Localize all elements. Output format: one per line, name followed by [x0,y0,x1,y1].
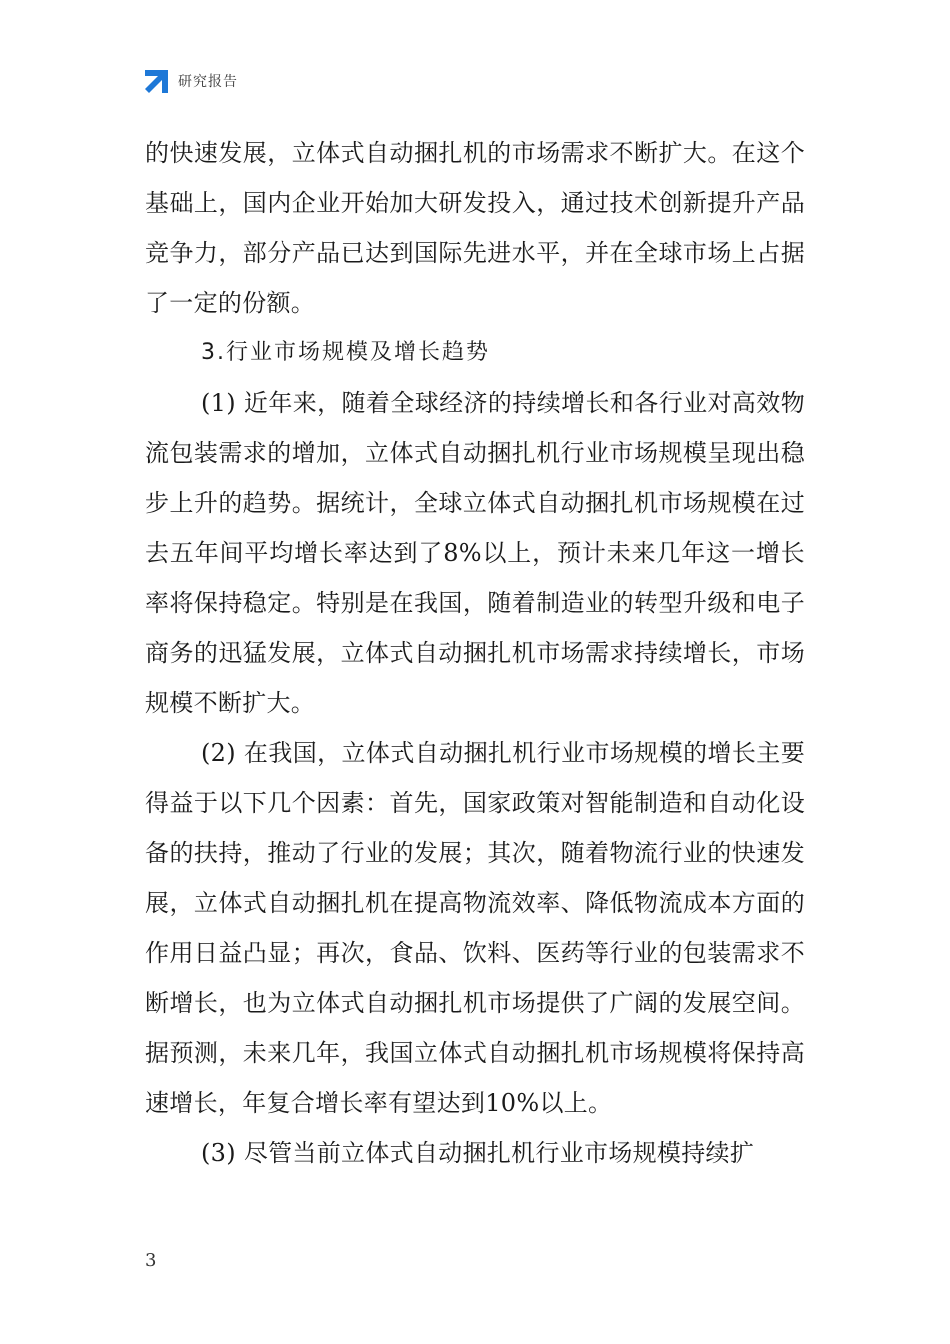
section-heading: 3.行业市场规模及增长趋势 [201,340,490,365]
header-title: 研究报告 [178,74,238,90]
paragraph-item-1: (1) 近年来，随着全球经济的持续增长和各行业对高效物流包装需求的增加，立体式自动捆扎机行业市场规模呈现出稳步上升的趋势。据统计，全球立体式自动捆扎机市场规模在过去五年间平均增长率达到了8%以上，预计未来几年这一增长率将保持稳定。特别是在我国，随着制造业的转型升级和电子商务的迅猛发展，立体式自动捆扎机市场需求持续增长，市场规模不断扩大。 [145,389,805,717]
document-body [145,128,805,1178]
report-header [143,66,238,96]
paragraph-item-3: (3) 尽管当前立体式自动捆扎机行业市场规模持续扩 [201,1139,755,1167]
arrow-up-right-logo-icon [143,68,170,95]
paragraph-continued: 的快速发展，立体式自动捆扎机的市场需求不断扩大。在这个基础上，国内企业开始加大研发投入，通过技术创新提升产品竞争力，部分产品已达到国际先进水平，并在全球市场上占据了一定的份额。 [145,139,805,317]
paragraph-item-2: (2) 在我国，立体式自动捆扎机行业市场规模的增长主要得益于以下几个因素：首先，国家政策对智能制造和自动化设备的扶持，推动了行业的发展；其次，随着物流行业的快速发展，立体式自动捆扎机在提高物流效率、降低物流成本方面的作用日益凸显；再次，食品、饮料、医药等行业的包装需求不断增长，也为立体式自动捆扎机市场提供了广阔的发展空间。据预测，未来几年，我国立体式自动捆扎机市场规模将保持高速增长，年复合增长率有望达到10%以上。 [145,739,805,1117]
page-number: 3 [145,1250,157,1271]
